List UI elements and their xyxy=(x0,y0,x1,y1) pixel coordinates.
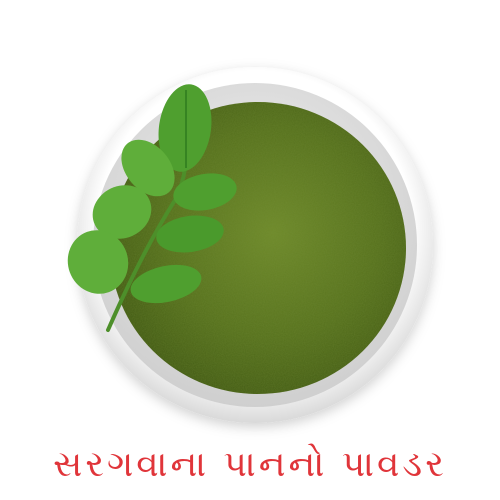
product-caption: સરગવાના પાનનો પાવડર xyxy=(53,444,447,485)
